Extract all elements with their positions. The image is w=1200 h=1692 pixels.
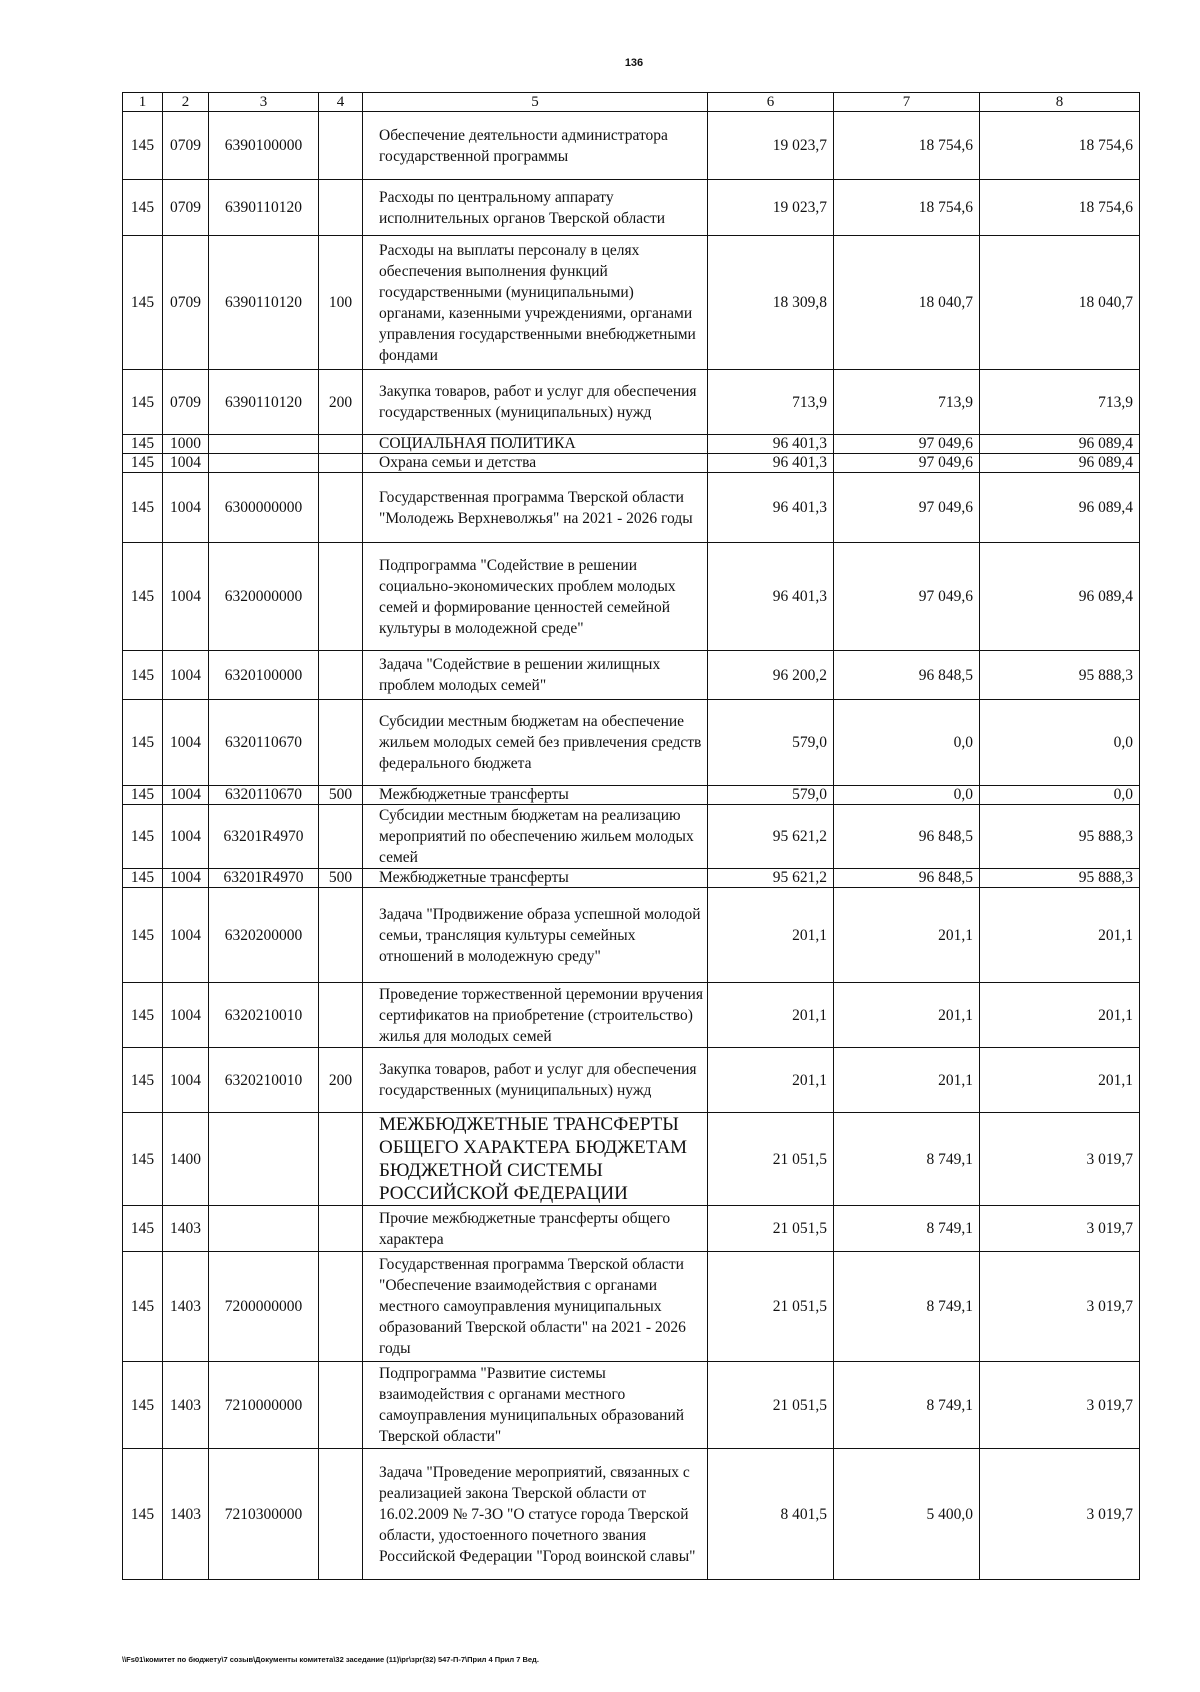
- cell-expense-type: [319, 983, 363, 1048]
- cell-amount-col7: 18 040,7: [834, 236, 980, 370]
- cell-section: 1403: [163, 1206, 209, 1252]
- cell-amount-col7: 201,1: [834, 983, 980, 1048]
- cell-admin: 145: [123, 1113, 163, 1206]
- cell-section: 1403: [163, 1252, 209, 1362]
- cell-amount-col8: 713,9: [980, 370, 1140, 435]
- cell-amount-col7: 18 754,6: [834, 112, 980, 180]
- cell-description: Государственная программа Тверской области "Молодежь Верхневолжья" на 2021 - 2026 годы: [363, 473, 708, 543]
- cell-section: 1004: [163, 888, 209, 983]
- cell-amount-col6: 19 023,7: [708, 112, 834, 180]
- column-header: 5: [363, 93, 708, 112]
- table-header-row: [123, 93, 1140, 112]
- cell-admin: 145: [123, 651, 163, 700]
- cell-description: Охрана семьи и детства: [363, 454, 708, 473]
- cell-expense-type: [319, 1449, 363, 1580]
- cell-admin: 145: [123, 1252, 163, 1362]
- cell-admin: 145: [123, 869, 163, 888]
- cell-description: Задача "Продвижение образа успешной молодой семьи, трансляция культуры семейных отношений в молодежную среду": [363, 888, 708, 983]
- cell-target-article: 6320100000: [209, 651, 319, 700]
- cell-amount-col6: 8 401,5: [708, 1449, 834, 1580]
- cell-admin: 145: [123, 700, 163, 786]
- table-row: [123, 786, 1140, 805]
- cell-section: 1004: [163, 869, 209, 888]
- cell-section: 0709: [163, 180, 209, 236]
- cell-expense-type: [319, 651, 363, 700]
- cell-amount-col7: 96 848,5: [834, 805, 980, 869]
- cell-admin: 145: [123, 1362, 163, 1449]
- cell-admin: 145: [123, 888, 163, 983]
- cell-amount-col8: 201,1: [980, 1048, 1140, 1113]
- cell-target-article: 6320210010: [209, 1048, 319, 1113]
- cell-target-article: 6300000000: [209, 473, 319, 543]
- column-header: 4: [319, 93, 363, 112]
- cell-target-article: 6320210010: [209, 983, 319, 1048]
- cell-description: Государственная программа Тверской области "Обеспечение взаимодействия с органами местного самоуправления муниципальных образований Тверской области" на 2021 - 2026 годы: [363, 1252, 708, 1362]
- cell-expense-type: [319, 454, 363, 473]
- cell-expense-type: [319, 1206, 363, 1252]
- cell-section: 1400: [163, 1113, 209, 1206]
- cell-admin: 145: [123, 1449, 163, 1580]
- cell-description: Расходы по центральному аппарату исполнительных органов Тверской области: [363, 180, 708, 236]
- cell-amount-col6: 96 200,2: [708, 651, 834, 700]
- cell-amount-col6: 95 621,2: [708, 805, 834, 869]
- cell-amount-col8: 201,1: [980, 983, 1140, 1048]
- cell-description: Закупка товаров, работ и услуг для обеспечения государственных (муниципальных) нужд: [363, 370, 708, 435]
- table-row: [123, 454, 1140, 473]
- cell-amount-col8: 96 089,4: [980, 473, 1140, 543]
- cell-amount-col8: 201,1: [980, 888, 1140, 983]
- cell-amount-col8: 18 754,6: [980, 180, 1140, 236]
- cell-target-article: 6320200000: [209, 888, 319, 983]
- cell-target-article: 6390100000: [209, 112, 319, 180]
- cell-amount-col7: 97 049,6: [834, 473, 980, 543]
- cell-admin: 145: [123, 1048, 163, 1113]
- cell-description: Прочие межбюджетные трансферты общего характера: [363, 1206, 708, 1252]
- cell-amount-col7: 18 754,6: [834, 180, 980, 236]
- cell-amount-col7: 713,9: [834, 370, 980, 435]
- cell-description: Расходы на выплаты персоналу в целях обеспечения выполнения функций государственными (муниципальными) органами, казенными учреждениями, органами управления государственными внебюджетными фондами: [363, 236, 708, 370]
- cell-section: 1403: [163, 1449, 209, 1580]
- budget-table: [122, 92, 1140, 1580]
- cell-amount-col6: 201,1: [708, 888, 834, 983]
- cell-target-article: 6320110670: [209, 700, 319, 786]
- column-header: 6: [708, 93, 834, 112]
- cell-expense-type: [319, 1362, 363, 1449]
- cell-amount-col6: 713,9: [708, 370, 834, 435]
- cell-amount-col7: 8 749,1: [834, 1206, 980, 1252]
- cell-description: Межбюджетные трансферты: [363, 786, 708, 805]
- cell-section: 1004: [163, 1048, 209, 1113]
- cell-target-article: 7210000000: [209, 1362, 319, 1449]
- table-row: [123, 869, 1140, 888]
- cell-description: МЕЖБЮДЖЕТНЫЕ ТРАНСФЕРТЫ ОБЩЕГО ХАРАКТЕРА БЮДЖЕТАМ БЮДЖЕТНОЙ СИСТЕМЫ РОССИЙСКОЙ ФЕДЕРАЦИИ: [363, 1113, 708, 1206]
- cell-target-article: 7200000000: [209, 1252, 319, 1362]
- cell-description: Задача "Содействие в решении жилищных проблем молодых семей": [363, 651, 708, 700]
- cell-expense-type: [319, 543, 363, 651]
- cell-amount-col6: 96 401,3: [708, 454, 834, 473]
- cell-amount-col8: 95 888,3: [980, 805, 1140, 869]
- cell-amount-col8: 3 019,7: [980, 1206, 1140, 1252]
- cell-amount-col7: 0,0: [834, 700, 980, 786]
- cell-admin: 145: [123, 236, 163, 370]
- cell-expense-type: [319, 700, 363, 786]
- cell-amount-col7: 8 749,1: [834, 1113, 980, 1206]
- cell-section: 1004: [163, 805, 209, 869]
- column-header: 7: [834, 93, 980, 112]
- file-path-footer: \\Fs01\комитет по бюджету\7 созыв\Документы комитета\32 заседание (11)\рг\зрг(32) 547-П-7\Прил 4 Прил 7 Вед.: [122, 1655, 539, 1664]
- cell-amount-col7: 201,1: [834, 1048, 980, 1113]
- table-row: [123, 651, 1140, 700]
- table-row: [123, 435, 1140, 454]
- cell-amount-col8: 96 089,4: [980, 454, 1140, 473]
- table-row: [123, 1362, 1140, 1449]
- cell-amount-col7: 96 848,5: [834, 651, 980, 700]
- cell-description: Подпрограмма "Содействие в решении социально-экономических проблем молодых семей и формирование ценностей семейной культуры в молодежной среде": [363, 543, 708, 651]
- cell-amount-col6: 21 051,5: [708, 1206, 834, 1252]
- cell-amount-col6: 96 401,3: [708, 435, 834, 454]
- cell-amount-col7: 5 400,0: [834, 1449, 980, 1580]
- cell-expense-type: [319, 805, 363, 869]
- cell-admin: 145: [123, 1206, 163, 1252]
- table-row: [123, 370, 1140, 435]
- cell-expense-type: [319, 473, 363, 543]
- cell-amount-col8: 0,0: [980, 700, 1140, 786]
- cell-amount-col7: 201,1: [834, 888, 980, 983]
- cell-amount-col7: 96 848,5: [834, 869, 980, 888]
- cell-target-article: 7210300000: [209, 1449, 319, 1580]
- column-header: 2: [163, 93, 209, 112]
- cell-admin: 145: [123, 180, 163, 236]
- cell-expense-type: 100: [319, 236, 363, 370]
- table-row: [123, 700, 1140, 786]
- cell-description: Субсидии местным бюджетам на обеспечение жильем молодых семей без привлечения средств федерального бюджета: [363, 700, 708, 786]
- cell-target-article: 6320000000: [209, 543, 319, 651]
- cell-section: 1403: [163, 1362, 209, 1449]
- cell-amount-col6: 19 023,7: [708, 180, 834, 236]
- cell-target-article: [209, 435, 319, 454]
- column-header: 3: [209, 93, 319, 112]
- cell-amount-col8: 96 089,4: [980, 435, 1140, 454]
- cell-target-article: [209, 1206, 319, 1252]
- cell-amount-col8: 18 754,6: [980, 112, 1140, 180]
- column-header: 8: [980, 93, 1140, 112]
- cell-amount-col6: 96 401,3: [708, 543, 834, 651]
- cell-target-article: 63201R4970: [209, 805, 319, 869]
- table-row: [123, 1252, 1140, 1362]
- cell-expense-type: [319, 435, 363, 454]
- cell-amount-col6: 21 051,5: [708, 1362, 834, 1449]
- cell-amount-col6: 96 401,3: [708, 473, 834, 543]
- cell-expense-type: [319, 1113, 363, 1206]
- cell-expense-type: 200: [319, 1048, 363, 1113]
- table-row: [123, 473, 1140, 543]
- cell-admin: 145: [123, 435, 163, 454]
- cell-amount-col7: 97 049,6: [834, 543, 980, 651]
- column-header: 1: [123, 93, 163, 112]
- table-row: [123, 236, 1140, 370]
- cell-amount-col6: 18 309,8: [708, 236, 834, 370]
- cell-amount-col6: 201,1: [708, 1048, 834, 1113]
- cell-admin: 145: [123, 473, 163, 543]
- cell-admin: 145: [123, 786, 163, 805]
- cell-target-article: [209, 1113, 319, 1206]
- table-row: [123, 1449, 1140, 1580]
- table-row: [123, 1206, 1140, 1252]
- cell-amount-col6: 579,0: [708, 700, 834, 786]
- cell-admin: 145: [123, 805, 163, 869]
- cell-amount-col7: 8 749,1: [834, 1362, 980, 1449]
- cell-amount-col6: 95 621,2: [708, 869, 834, 888]
- cell-section: 0709: [163, 112, 209, 180]
- cell-expense-type: [319, 112, 363, 180]
- table-row: [123, 180, 1140, 236]
- cell-expense-type: [319, 888, 363, 983]
- cell-amount-col8: 3 019,7: [980, 1252, 1140, 1362]
- cell-admin: 145: [123, 983, 163, 1048]
- page-number: 136: [624, 57, 644, 69]
- cell-amount-col8: 3 019,7: [980, 1362, 1140, 1449]
- table-row: [123, 983, 1140, 1048]
- cell-section: 1000: [163, 435, 209, 454]
- cell-amount-col6: 579,0: [708, 786, 834, 805]
- cell-amount-col8: 18 040,7: [980, 236, 1140, 370]
- table-row: [123, 1048, 1140, 1113]
- cell-admin: 145: [123, 454, 163, 473]
- cell-admin: 145: [123, 370, 163, 435]
- cell-section: 0709: [163, 236, 209, 370]
- cell-description: СОЦИАЛЬНАЯ ПОЛИТИКА: [363, 435, 708, 454]
- cell-description: Подпрограмма "Развитие системы взаимодействия с органами местного самоуправления муниципальных образований Тверской области": [363, 1362, 708, 1449]
- cell-section: 1004: [163, 700, 209, 786]
- cell-target-article: 6390110120: [209, 180, 319, 236]
- cell-admin: 145: [123, 112, 163, 180]
- table-row: [123, 543, 1140, 651]
- cell-section: 1004: [163, 651, 209, 700]
- cell-target-article: 6320110670: [209, 786, 319, 805]
- cell-amount-col8: 0,0: [980, 786, 1140, 805]
- cell-description: Межбюджетные трансферты: [363, 869, 708, 888]
- cell-section: 1004: [163, 473, 209, 543]
- cell-amount-col8: 3 019,7: [980, 1449, 1140, 1580]
- table-row: [123, 112, 1140, 180]
- cell-expense-type: 500: [319, 869, 363, 888]
- cell-description: Субсидии местным бюджетам на реализацию мероприятий по обеспечению жильем молодых семей: [363, 805, 708, 869]
- cell-amount-col8: 3 019,7: [980, 1113, 1140, 1206]
- cell-amount-col6: 201,1: [708, 983, 834, 1048]
- table-row: [123, 805, 1140, 869]
- cell-amount-col7: 97 049,6: [834, 454, 980, 473]
- cell-section: 1004: [163, 786, 209, 805]
- cell-expense-type: [319, 1252, 363, 1362]
- cell-description: Проведение торжественной церемонии вручения сертификатов на приобретение (строительство) жилья для молодых семей: [363, 983, 708, 1048]
- cell-section: 0709: [163, 370, 209, 435]
- cell-expense-type: 200: [319, 370, 363, 435]
- cell-target-article: 6390110120: [209, 370, 319, 435]
- cell-description: Задача "Проведение мероприятий, связанных с реализацией закона Тверской области от 16.02.2009 № 7-ЗО "О статусе города Тверской области, удостоенного почетного звания Российской Федерации "Город воинской славы": [363, 1449, 708, 1580]
- table-row: [123, 888, 1140, 983]
- cell-amount-col8: 96 089,4: [980, 543, 1140, 651]
- cell-amount-col7: 0,0: [834, 786, 980, 805]
- cell-admin: 145: [123, 543, 163, 651]
- cell-amount-col8: 95 888,3: [980, 869, 1140, 888]
- cell-section: 1004: [163, 543, 209, 651]
- cell-section: 1004: [163, 454, 209, 473]
- cell-target-article: [209, 454, 319, 473]
- cell-description: Закупка товаров, работ и услуг для обеспечения государственных (муниципальных) нужд: [363, 1048, 708, 1113]
- cell-amount-col6: 21 051,5: [708, 1113, 834, 1206]
- cell-expense-type: 500: [319, 786, 363, 805]
- cell-amount-col8: 95 888,3: [980, 651, 1140, 700]
- cell-amount-col7: 8 749,1: [834, 1252, 980, 1362]
- cell-description: Обеспечение деятельности администратора государственной программы: [363, 112, 708, 180]
- table-row: [123, 1113, 1140, 1206]
- cell-amount-col7: 97 049,6: [834, 435, 980, 454]
- cell-amount-col6: 21 051,5: [708, 1252, 834, 1362]
- cell-target-article: 6390110120: [209, 236, 319, 370]
- cell-target-article: 63201R4970: [209, 869, 319, 888]
- cell-section: 1004: [163, 983, 209, 1048]
- cell-expense-type: [319, 180, 363, 236]
